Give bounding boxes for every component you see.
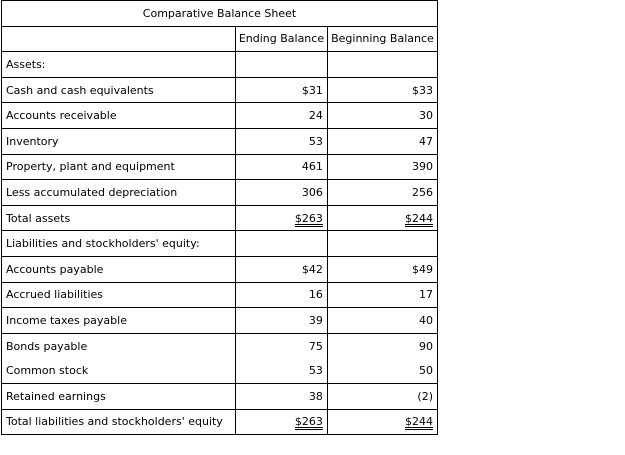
row-label: Inventory [2,128,236,154]
beginning-value [327,52,437,78]
table-row [2,358,438,383]
row-label: Total assets [2,205,236,231]
ending-value: 461 [236,154,328,180]
row-label: Income taxes payable [2,308,236,334]
row-label: Less accumulated depreciation [2,180,236,206]
beginning-total-value: $244 [405,211,433,225]
beginning-value: 30 [327,103,437,129]
beginning-value: 390 [327,154,437,180]
beginning-value [327,231,437,257]
total-row [2,205,438,231]
table-row [2,103,438,129]
table-row [2,333,438,358]
title-row [2,1,438,27]
row-label: Bonds payable [2,333,236,358]
ending-total-cell [236,409,328,435]
row-label: Accrued liabilities [2,282,236,308]
row-label: Total liabilities and stockholders' equity [2,409,236,435]
beginning-value: 40 [327,308,437,334]
beginning-value: $33 [327,77,437,103]
header-blank-cell [2,26,236,52]
ending-total-value: $263 [294,415,323,429]
ending-value: $31 [236,77,328,103]
ending-value: 38 [236,383,328,409]
beginning-value: 50 [327,358,437,383]
ending-value: 16 [236,282,328,308]
row-label: Accounts receivable [2,103,236,129]
table-row [2,154,438,180]
ending-total-cell [236,205,328,231]
ending-value: 53 [236,128,328,154]
ending-value: 24 [236,103,328,129]
ending-value [236,231,328,257]
table-row [2,383,438,409]
ending-value: $42 [236,256,328,282]
ending-value: 39 [236,308,328,334]
header-beginning-balance: Beginning Balance [327,26,437,52]
row-label: Cash and cash equivalents [2,77,236,103]
balance-sheet-table [1,0,438,435]
ending-value: 306 [236,180,328,206]
ending-value: 75 [236,333,328,358]
row-label: Common stock [2,358,236,383]
beginning-total-cell [327,205,437,231]
table-row [2,256,438,282]
beginning-value: 47 [327,128,437,154]
header-ending-balance: Ending Balance [236,26,328,52]
beginning-total-value: $244 [405,415,433,429]
table-row [2,308,438,334]
row-label: Retained earnings [2,383,236,409]
total-row [2,409,438,435]
row-label: Assets: [2,52,236,78]
beginning-value: (2) [327,383,437,409]
table-row [2,52,438,78]
beginning-value: 90 [327,333,437,358]
table-row [2,77,438,103]
ending-value: 53 [236,358,328,383]
row-label: Liabilities and stockholders' equity: [2,231,236,257]
ending-value [236,52,328,78]
sheet-title: Comparative Balance Sheet [2,1,438,27]
beginning-value: $49 [327,256,437,282]
table-row [2,128,438,154]
table-row [2,282,438,308]
row-label: Accounts payable [2,256,236,282]
table-row [2,231,438,257]
beginning-value: 256 [327,180,437,206]
beginning-total-cell [327,409,437,435]
header-row [2,26,438,52]
beginning-value: 17 [327,282,437,308]
ending-total-value: $263 [294,211,323,225]
table-row [2,180,438,206]
row-label: Property, plant and equipment [2,154,236,180]
